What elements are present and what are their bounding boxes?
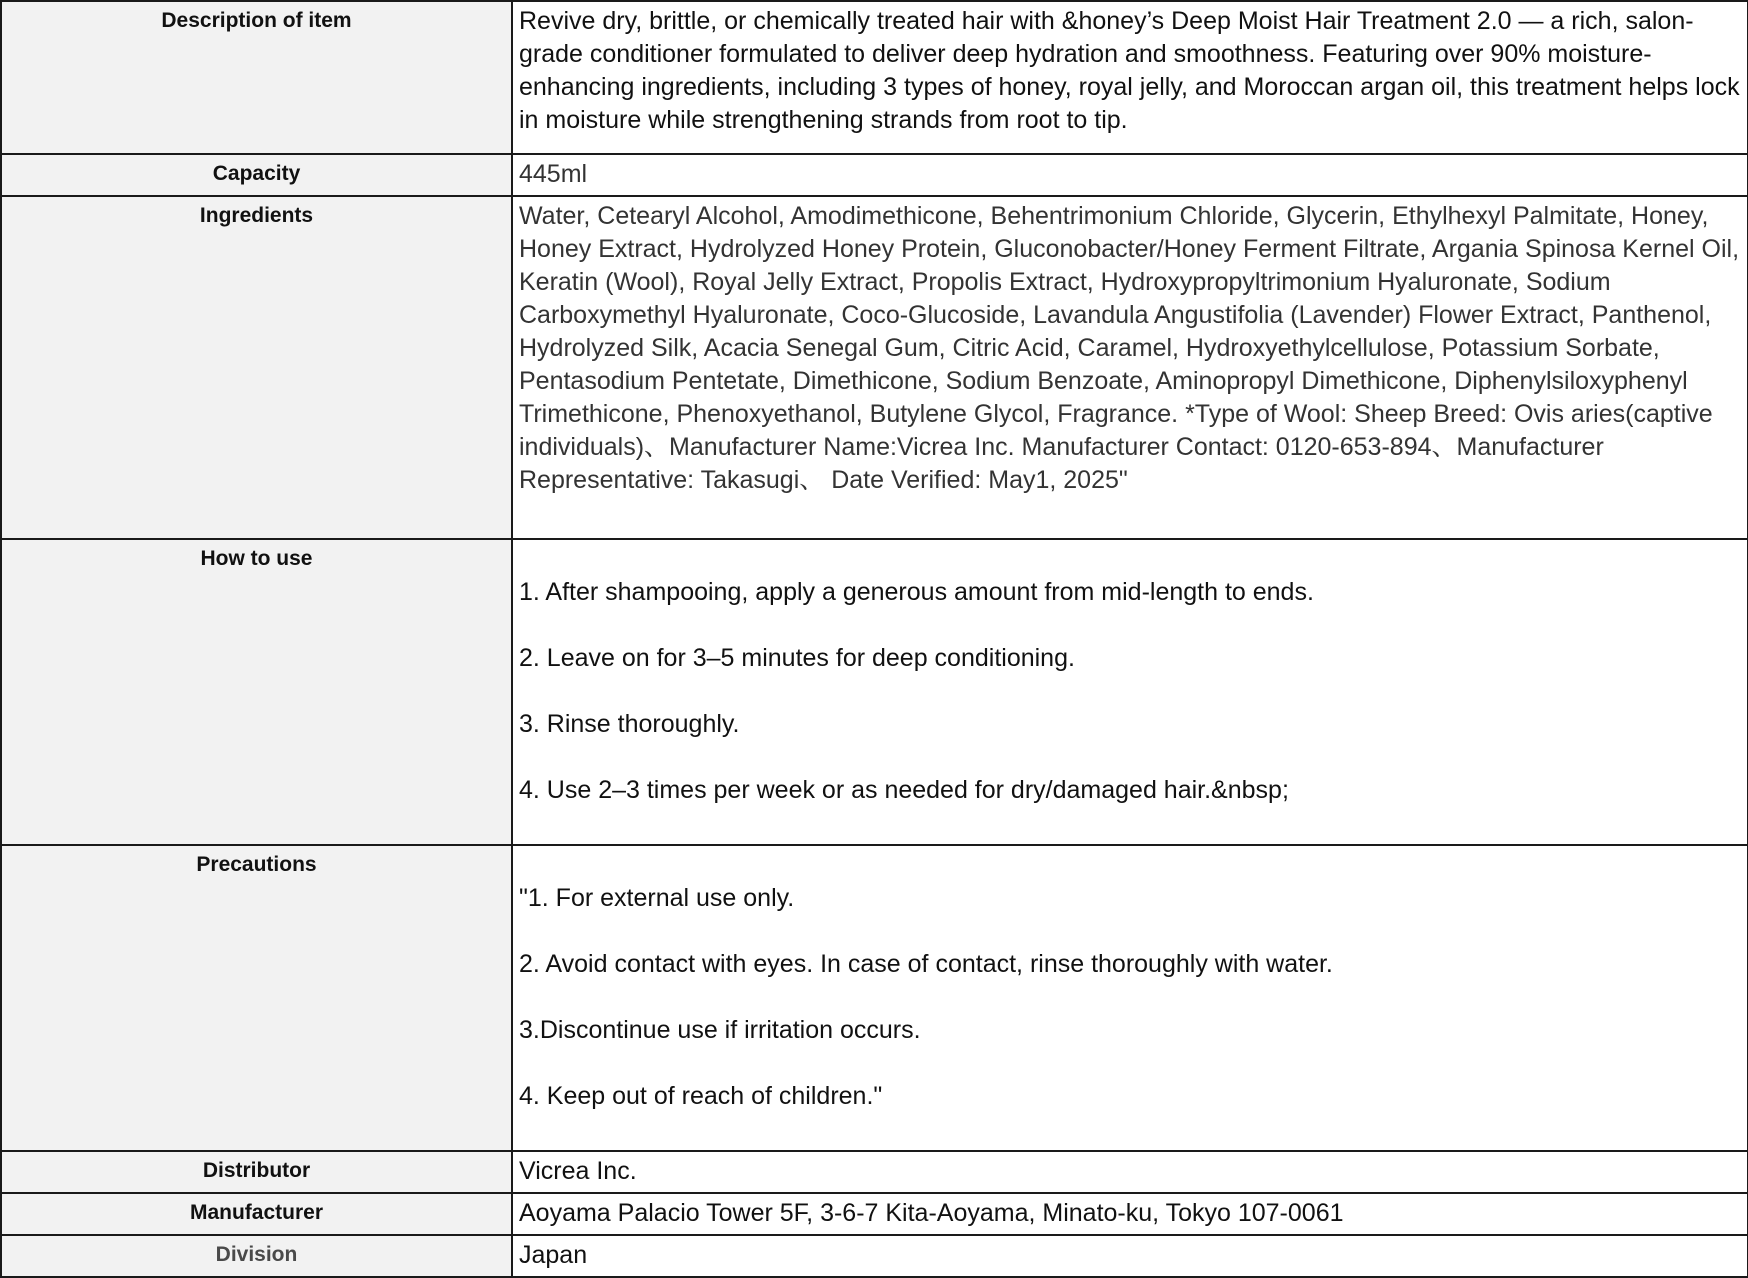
precaution-3: 3.Discontinue use if irritation occurs.: [519, 1016, 921, 1044]
how-to-use-step-1: 1. After shampooing, apply a generous amount from mid-length to ends.: [519, 578, 1314, 606]
label-ingredients: Ingredients: [1, 196, 512, 539]
value-precautions: [512, 845, 1748, 1151]
how-to-use-step-4: 4. Use 2–3 times per week or as needed for dry/damaged hair.&nbsp;: [519, 776, 1289, 804]
precaution-1: "1. For external use only.: [519, 884, 795, 912]
value-division: Japan: [512, 1235, 1748, 1277]
row-description: [1, 1, 1748, 154]
value-ingredients: Water, Cetearyl Alcohol, Amodimethicone, Behentrimonium Chloride, Glycerin, Ethylhexyl Palmitate, Honey, Honey Extract, Hydrolyzed Honey Protein, Gluconobacter/Honey Ferment Filtrate, Argania Spinosa Kernel Oil, Keratin (Wool), Royal Jelly Extract, Propolis Extract, Hydroxypropyltrimonium Hyaluronate, Sodium Carboxymethyl Hyaluronate, Coco-Glucoside, Lavandula Angustifolia (Lavender) Flower Extract, Panthenol, Hydrolyzed Silk, Acacia Senegal Gum, Citric Acid, Caramel, Hydroxyethylcellulose, Potassium Sorbate, Pentasodium Pentetate, Dimethicone, Sodium Benzoate, Aminopropyl Dimethicone, Diphenylsiloxyphenyl Trimethicone, Phenoxyethanol, Butylene Glycol, Fragrance. *Type of Wool: Sheep Breed: Ovis aries(captive individuals)、Manufacturer Name:Vicrea Inc. Manufacturer Contact: 0120-653-894、Manufacturer Representative: Takasugi、 Date Verified: May1, 2025": [512, 196, 1748, 539]
row-precautions: [1, 845, 1748, 1151]
row-manufacturer: [1, 1193, 1748, 1235]
how-to-use-step-3: 3. Rinse thoroughly.: [519, 710, 740, 738]
row-distributor: [1, 1151, 1748, 1193]
value-how-to-use: [512, 539, 1748, 845]
value-manufacturer: Aoyama Palacio Tower 5F, 3-6-7 Kita-Aoyama, Minato-ku, Tokyo 107-0061: [512, 1193, 1748, 1235]
label-how-to-use: How to use: [1, 539, 512, 845]
precaution-4: 4. Keep out of reach of children.": [519, 1082, 883, 1110]
row-ingredients: [1, 196, 1748, 539]
label-division: Division: [1, 1235, 512, 1277]
row-division: [1, 1235, 1748, 1277]
label-manufacturer: Manufacturer: [1, 1193, 512, 1235]
label-precautions: Precautions: [1, 845, 512, 1151]
how-to-use-step-2: 2. Leave on for 3–5 minutes for deep conditioning.: [519, 644, 1075, 672]
label-description: Description of item: [1, 1, 512, 154]
label-capacity: Capacity: [1, 154, 512, 196]
value-capacity: 445ml: [512, 154, 1748, 196]
value-distributor: Vicrea Inc.: [512, 1151, 1748, 1193]
value-description: Revive dry, brittle, or chemically treated hair with &honey’s Deep Moist Hair Treatment 2.0 — a rich, salon-grade conditioner formulated to deliver deep hydration and smoothness. Featuring over 90% moisture-enhancing ingredients, including 3 types of honey, royal jelly, and Moroccan argan oil, this treatment helps lock in moisture while strengthening strands from root to tip.: [512, 1, 1748, 154]
row-how-to-use: [1, 539, 1748, 845]
precaution-2: 2. Avoid contact with eyes. In case of contact, rinse thoroughly with water.: [519, 950, 1333, 978]
label-distributor: Distributor: [1, 1151, 512, 1193]
row-capacity: [1, 154, 1748, 196]
